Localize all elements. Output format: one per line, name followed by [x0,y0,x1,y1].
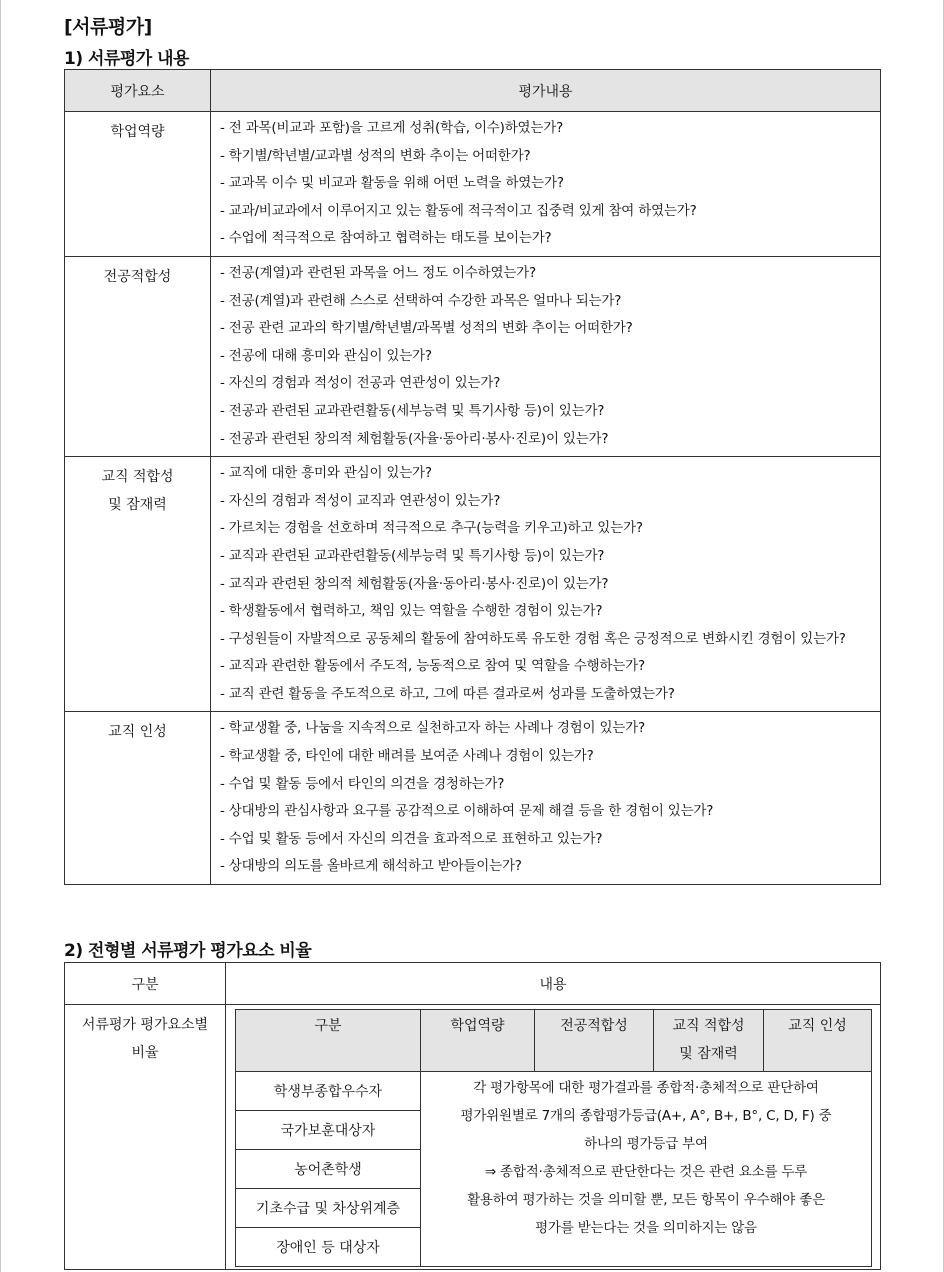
evaluation-item: - 전 과목(비교과 포함)을 고르게 성취(학습, 이수)하였는가? [220,120,564,136]
element-ratio-header-line: 구분 [314,1018,342,1034]
evaluation-row [65,712,881,885]
evaluation-item: - 전공과 관련된 교과관련활동(세부능력 및 특기사항 등)이 있는가? [220,402,605,419]
ratio-header-category: 구분 [65,963,226,1005]
evaluation-row [65,256,881,456]
admission-type: 학생부종합우수자 [236,1072,421,1111]
evaluation-content-table [64,69,881,885]
element-ratio-header [654,1010,764,1072]
evaluation-item: - 구성원들이 자발적으로 공동체의 활동에 참여하도록 유도한 경험 혹은 긍정적으로 변화시킨 경험이 있는가? [220,630,846,647]
header-element: 평가요소 [65,70,211,112]
element-ratio-header-line: 교직 인성 [788,1018,847,1034]
element-ratio-header [764,1010,872,1072]
evaluation-item: - 학기별/학년별/교과별 성적의 변화 추이는 어떠한가? [220,147,531,164]
evaluation-description-line: ⇒ 종합적·총체적으로 판단한다는 것은 관련 요소를 두루 [484,1164,808,1180]
evaluation-element [65,712,211,885]
evaluation-item: - 학교생활 중, 나눔을 지속적으로 실천하고자 하는 사례나 경험이 있는가? [220,720,645,737]
evaluation-item: - 수업 및 활동 등에서 타인의 의견을 경청하는가? [220,775,505,792]
ratio-table [64,962,881,1270]
evaluation-item: - 전공과 관련된 창의적 체험활동(자율·동아리·봉사·진로)이 있는가? [220,430,609,447]
evaluation-item: - 수업 및 활동 등에서 자신의 의견을 효과적으로 표현하고 있는가? [220,830,603,847]
admission-type: 장애인 등 대상자 [236,1228,421,1267]
evaluation-item: - 상대방의 관심사항과 요구를 공감적으로 이해하여 문제 해결 등을 한 경험이 있는가? [220,803,714,820]
element-ratio-header-line: 전공적합성 [560,1018,628,1034]
evaluation-item: - 교직과 관련된 창의적 체험활동(자율·동아리·봉사·진로)이 있는가? [220,575,609,592]
header-content: 평가내용 [211,70,881,112]
evaluation-item: - 자신의 경험과 적성이 전공과 연관성이 있는가? [220,375,501,392]
evaluation-item: - 교직에 대한 흥미와 관심이 있는가? [220,465,432,482]
evaluation-description-line: 평가위원별로 7개의 종합평가등급(A+, A°, B+, B°, C, D, F) 중 [460,1108,832,1124]
evaluation-item: - 교과목 이수 및 비교과 활동을 위해 어떤 노력을 하였는가? [220,175,564,192]
ratio-content-cell [226,1005,881,1270]
evaluation-description-line: 평가를 받는다는 것을 의미하지는 않음 [535,1220,757,1236]
admission-type: 농어촌학생 [236,1150,421,1189]
admission-type: 국가보훈대상자 [236,1111,421,1150]
element-ratio-header [421,1010,535,1072]
ratio-row-label-line: 서류평가 평가요소별 [81,1017,209,1033]
evaluation-item: - 교직 관련 활동을 주도적으로 하고, 그에 따른 결과로써 성과를 도출하였는가? [220,685,675,702]
ratio-header-content: 내용 [226,963,881,1005]
element-ratio-header-line: 학업역량 [450,1018,505,1034]
evaluation-items [211,112,881,257]
evaluation-description-line: 하나의 평가등급 부여 [584,1136,708,1152]
evaluation-description-line: 활용하여 평가하는 것을 의미할 뿐, 모든 항목이 우수해야 좋은 [467,1192,825,1208]
evaluation-item: - 자신의 경험과 적성이 교직과 연관성이 있는가? [220,492,501,509]
evaluation-items [211,457,881,712]
evaluation-items [211,256,881,456]
evaluation-element-line: 교직 적합성 [101,469,174,486]
evaluation-item: - 학생활동에서 협력하고, 책임 있는 역할을 수행한 경험이 있는가? [220,603,603,620]
evaluation-item: - 교직과 관련된 교과관련활동(세부능력 및 특기사항 등)이 있는가? [220,547,605,564]
evaluation-item: - 수업에 적극적으로 참여하고 협력하는 태도를 보이는가? [220,230,552,247]
evaluation-element [65,457,211,712]
ratio-row-label-line: 비율 [131,1045,159,1061]
evaluation-item: - 가르치는 경험을 선호하며 적극적으로 추구(능력을 키우고)하고 있는가? [220,520,643,537]
evaluation-element [65,256,211,456]
evaluation-element-line: 교직 인성 [108,724,167,741]
evaluation-item: - 학교생활 중, 타인에 대한 배려를 보여준 사례나 경험이 있는가? [220,748,594,765]
evaluation-item: - 전공(계열)과 관련해 스스로 선택하여 수강한 과목은 얼마나 되는가? [220,292,622,309]
evaluation-description-line: 각 평가항목에 대한 평가결과를 종합적·총체적으로 판단하여 [473,1080,819,1096]
evaluation-item: - 상대방의 의도를 올바르게 해석하고 받아들이는가? [220,858,522,875]
evaluation-content-body [65,112,881,885]
evaluation-row [65,112,881,257]
admission-type-row [236,1072,872,1111]
evaluation-items [211,712,881,885]
evaluation-item: - 전공 관련 교과의 학기별/학년별/과목별 성적의 변화 추이는 어떠한가? [220,320,633,337]
element-ratio-header-line: 교직 적합성 [672,1018,745,1034]
evaluation-element-line: 전공적합성 [103,268,172,285]
element-ratio-header-line: 및 잠재력 [679,1046,738,1062]
section-title: [서류평가] [64,16,152,38]
evaluation-item: - 전공(계열)과 관련된 과목을 어느 정도 이수하였는가? [220,264,536,281]
evaluation-item: - 전공에 대해 흥미와 관심이 있는가? [220,347,432,364]
element-ratio-header [535,1010,654,1072]
element-ratio-table [235,1009,872,1267]
element-ratio-header-row [236,1010,872,1072]
evaluation-description [421,1072,872,1267]
element-ratio-body [236,1072,872,1267]
evaluation-element-line: 학업역량 [110,124,165,140]
ratio-row-label [65,1005,226,1270]
evaluation-row [65,457,881,712]
part1-title: 1) 서류평가 내용 [64,49,189,69]
part2-title: 2) 전형별 서류평가 평가요소 비율 [64,941,312,961]
evaluation-element-line: 및 잠재력 [108,497,167,514]
page-edge-left [0,0,1,1272]
evaluation-item: - 교과/비교과에서 이루어지고 있는 활동에 적극적이고 집중력 있게 참여 하였는가? [220,202,697,219]
admission-type: 기초수급 및 차상위계층 [236,1189,421,1228]
evaluation-element [65,112,211,257]
element-ratio-header [236,1010,421,1072]
evaluation-item: - 교직과 관련한 활동에서 주도적, 능동적으로 참여 및 역할을 수행하는가? [220,658,645,675]
